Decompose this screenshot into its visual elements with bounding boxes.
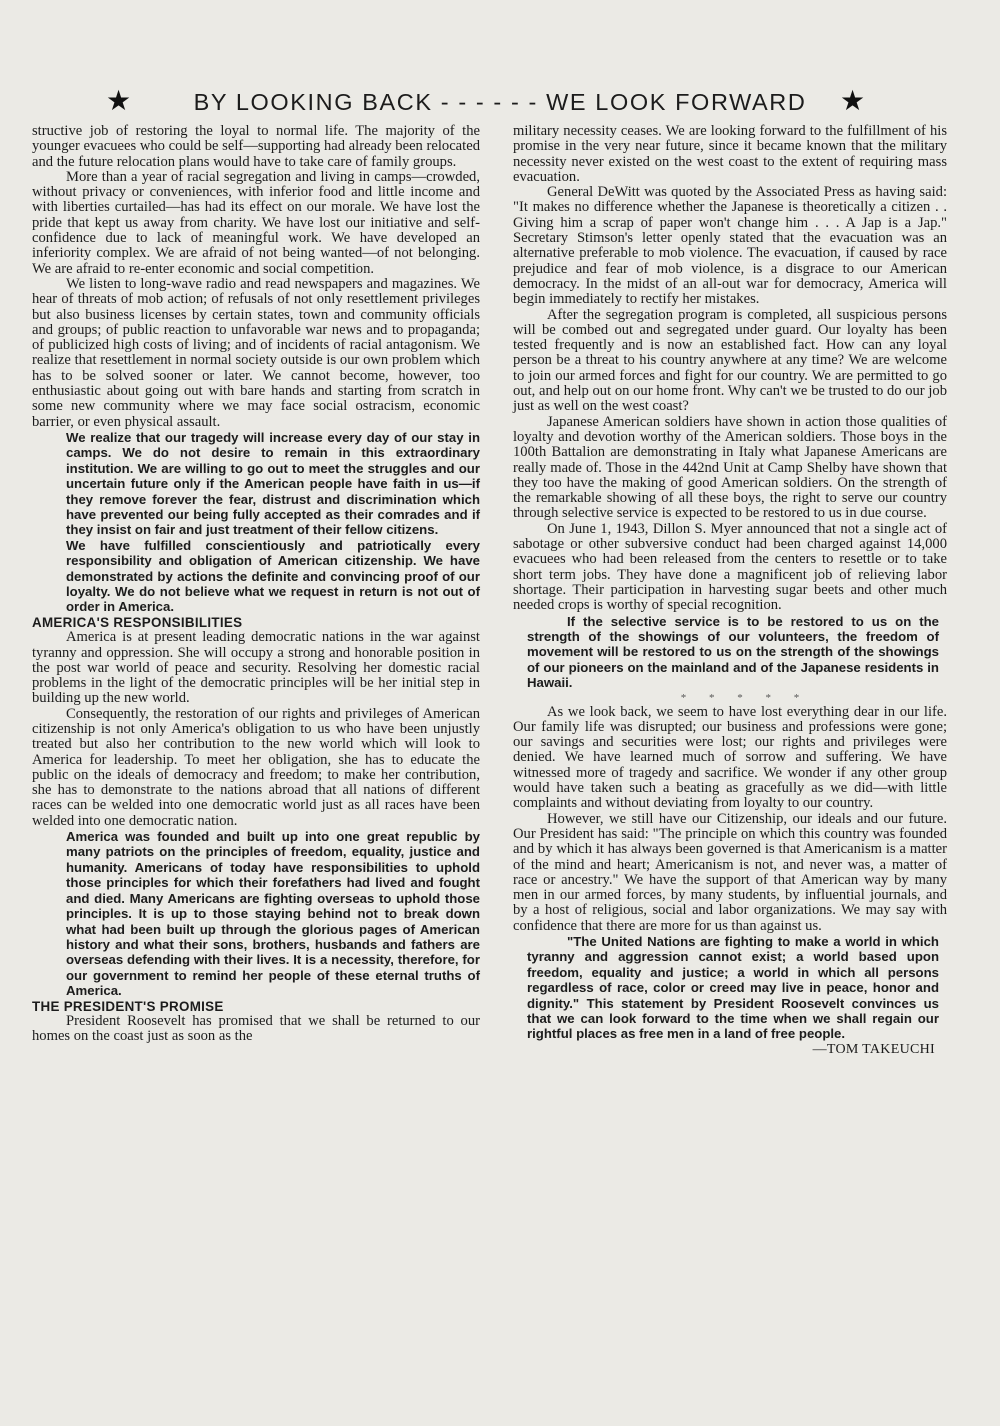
paragraph: military necessity ceases. We are looking forward to the fulfillment of his promise in the very near future, since it became known that the military necessity never existed on the west coast to the extent of requiring mass evacuation. — [513, 123, 947, 185]
paragraph: Consequently, the restoration of our rights and privileges of American citizenship is not only America's obligation to us who have been unjustly treated but also her contribution to the new world which will look to America for leadership. To meet her obligation, she has to educate the public on the ideals of democracy and freedom; to make her contribution, she has to demonstrate to the nations abroad that all nations of different races can be welded into one democratic world just as all races have been welded into one democratic nation. — [32, 705, 480, 829]
paragraph: America is at present leading democratic nations in the war against tyranny and oppression. She will occupy a strong and honorable position in the post war world of peace and security. Resolving her domestic racial problems in the light of the democratic principles will be her initial step in building up the new world. — [32, 629, 480, 707]
paragraph: Japanese American soldiers have shown in action those qualities of loyalty and devotion worthy of the American soldiers. Those boys in the 100th Battalion are demonstrating in Italy what Japanese Americans are really made of. Those in the 442nd Unit at Camp Shelby have shown that they too have the making of good American soldiers. On the strength of the remarkable showing of all these boys, the right to serve our country through selective service is expected to be restored to us in due course. — [513, 413, 947, 522]
paragraph: General DeWitt was quoted by the Associated Press as having said: "It makes no difference whether the Japanese is theoretically a citizen . . Giving him a scrap of paper won't change him . . . A Jap is a Jap." Secretary Stimson's letter openly stated that the evacuation was an alternative preferable to mob violence. The evacuation, if caused by race prejudice and fear of mob violence, is a disgrace to our American democracy. In the midst of an all-out war for democracy, America will begin immediately to rectify her mistakes. — [513, 184, 947, 308]
paragraph: After the segregation program is completed, all suspicious persons will be combed out and segregated under guard. Our loyalty has been tested frequently and is now an established fact. How can any loyal person be a threat to his country anywhere at any time? We are welcome to join our armed forces and fight for our country. We are permitted to go out, and help out on our home front. Why can't we be trusted to do our job just as well on the west coast? — [513, 306, 947, 415]
author-signature: —TOM TAKEUCHI — [812, 1041, 935, 1057]
paragraph: On June 1, 1943, Dillon S. Myer announced that not a single act of sabotage or other subversive conduct had been charged against 14,000 evacuees who had been released from the centers to resettle or to take short term jobs. They have done a magnificent job of relieving labor shortage. Their participation in harvesting sugar beets and other much needed crops is worthy of special recognition. — [513, 520, 947, 614]
section-heading: AMERICA'S RESPONSIBILITIES — [32, 614, 243, 630]
section-separator: * * * * * — [680, 691, 810, 704]
star-icon-left: ★ — [106, 86, 132, 117]
bold-paragraph: "The United Nations are fighting to make a world in which tyranny and aggression cannot exist; a world based upon freedom, equality and justice; a world in which all persons regardless of race, color or creed may live in peace, honor and dignity." This statement by President Roosevelt convinces us that we can look forward to the time when we shall regain our rightful places as free men in a land of free people. — [527, 933, 939, 1042]
bold-paragraph: America was founded and built up into one great republic by many patriots on the principles of freedom, equality, justice and humanity. Americans of today have responsibilities to uphold those principles for which their forefathers had lived and fought and died. Many Americans are fighting overseas to uphold those principles. It is up to those staying behind not to break down what had been built up through the glorious pages of American history and what their sons, brothers, husbands and fathers are overseas defending with their lives. It is a necessity, therefore, for our government to remind her people of these eternal truths of America. — [66, 829, 480, 999]
paragraph: However, we still have our Citizenship, our ideals and our future. Our President has said: "The principle on which this country was founded and by which it has always been governed is that Americanism is a matter of the mind and heart; Americanism is not, and never was, a matter of race or ancestry." We have the support of that American way by many men in our armed forces, by many students, by influential journals, and by a host of religious, social and labor organizations. We may say with confidence that there are more for us than against us. — [513, 810, 947, 934]
bold-paragraph: We realize that our tragedy will increase every day of our stay in camps. We do not desire to remain in this extraordinary institution. We are willing to go out to meet the struggles and our uncertain future only if the American people have faith in us—if they remove forever the fear, distrust and discrimination which have prevented our being fully accepted as their comrades and if they insist on fair and just treatment of their fellow citizens. — [66, 429, 480, 538]
page-title: BY LOOKING BACK - - - - - - WE LOOK FORWARD — [193, 89, 807, 115]
bold-paragraph: We have fulfilled conscientiously and patriotically every responsibility and obligation of American citizenship. We have demonstrated by actions the definite and convincing proof of our loyalty. We do not believe what we request in return is not out of order in America. — [66, 537, 480, 615]
paragraph: We listen to long-wave radio and read newspapers and magazines. We hear of threats of mob action; of refusals of not only resettlement privileges but also business licenses by certain states, town and community officials and groups; of public reaction to unfavorable war news and to propaganda; of publicized high costs of living; and of incidents of racial antagonism. We realize that resettlement in normal society outside is our own problem which has to be solved sooner or later. We cannot become, however, too enthusiastic about going out with bare hands and starting from scratch in some new community where we may face social ostracism, economic barrier, or even physical assault. — [32, 275, 480, 430]
right-column — [513, 124, 947, 1058]
section-heading: THE PRESIDENT'S PROMISE — [32, 998, 224, 1014]
paragraph: As we look back, we seem to have lost everything dear in our life. Our family life was disrupted; our business and professions were gone; our savings and securities were lost; our rights and privileges were denied. We have learned much of sorrow and suffering. We have witnessed more of tragedy and sacrifice. We wonder if any other group would have taken such a beating as gracefully as we did—with little complaints and without deviating from loyalty to our country. — [513, 703, 947, 812]
paragraph: structive job of restoring the loyal to normal life. The majority of the younger evacuees who could be self—supporting had already been relocated and the future relocation plans would have to take care of family groups. — [32, 123, 480, 170]
paragraph: More than a year of racial segregation and living in camps—crowded, without privacy or conveniences, with inferior food and little income and with liberties curtailed—has had its effect on our morale. We have lost the pride that kept us away from charity. We have lost our initiative and self-confidence due to lack of meaningful work. We have developed an inferiority complex. We are afraid of not being wanted—of not belonging. We are afraid to re-enter economic and social competition. — [32, 168, 480, 277]
left-column — [32, 124, 480, 1045]
page-header — [0, 84, 1000, 120]
star-icon-right: ★ — [840, 86, 866, 117]
paragraph: President Roosevelt has promised that we shall be returned to our homes on the coast just as soon as the — [32, 1012, 480, 1045]
bold-paragraph: If the selective service is to be restored to us on the strength of the showings of our volunteers, the freedom of movement will be restored to us on the strength of the showings of our pioneers on the mainland and of the Japanese residents in Hawaii. — [527, 613, 939, 691]
